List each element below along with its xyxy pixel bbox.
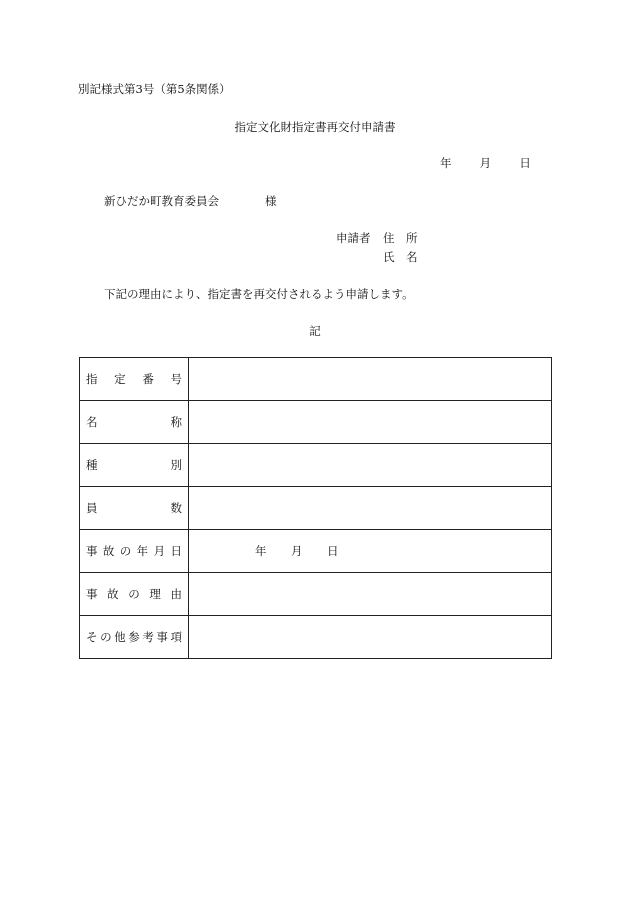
label-char: 番 — [142, 372, 154, 386]
applicant-address-label: 住 所 — [383, 231, 418, 245]
body-text: 下記の理由により、指定書を再交付されるよう申請します。 — [104, 287, 414, 301]
addressee-honorific: 様 — [265, 194, 277, 208]
table-row-other-notes — [80, 616, 552, 659]
form-table — [79, 357, 552, 659]
row-value-accident-date[interactable] — [189, 530, 552, 573]
document-title: 指定文化財指定書再交付申請書 — [234, 120, 396, 134]
date-month: 月 — [479, 156, 492, 170]
row-value-designation-number[interactable] — [189, 358, 552, 401]
form-number: 別記様式第3号（第5条関係） — [78, 82, 231, 96]
row-value-name[interactable] — [189, 401, 552, 444]
label-char: 他 — [114, 630, 126, 644]
label-char: 指 — [86, 372, 98, 386]
label-char: 事 — [86, 587, 98, 601]
accident-date-year: 年 — [255, 544, 267, 558]
table-row-quantity — [80, 487, 552, 530]
label-char: の — [128, 587, 140, 601]
label-char: 項 — [170, 630, 182, 644]
table-row-accident-reason — [80, 573, 552, 616]
date-line — [440, 156, 531, 170]
label-char: そ — [86, 630, 98, 644]
ki-heading: 記 — [309, 324, 321, 338]
label-char: 定 — [114, 372, 126, 386]
accident-date-day: 日 — [327, 544, 339, 558]
label-char: 日 — [170, 544, 182, 558]
row-value-other-notes[interactable] — [189, 616, 552, 659]
label-char: 号 — [170, 372, 182, 386]
label-char: 故 — [107, 587, 119, 601]
row-label-name — [80, 401, 189, 444]
table-row-designation-number — [80, 358, 552, 401]
row-label-accident-date — [80, 530, 189, 573]
label-char: 数 — [170, 501, 182, 515]
accident-date-month: 月 — [291, 544, 303, 558]
label-char: 種 — [86, 458, 98, 472]
row-value-quantity[interactable] — [189, 487, 552, 530]
addressee — [104, 194, 277, 208]
row-value-accident-reason[interactable] — [189, 573, 552, 616]
row-label-other-notes — [80, 616, 189, 659]
table-row-type — [80, 444, 552, 487]
label-char: 事 — [156, 630, 168, 644]
date-day: 日 — [519, 156, 531, 170]
date-year: 年 — [440, 156, 452, 170]
label-char: 月 — [153, 544, 166, 558]
label-char: 称 — [170, 415, 182, 429]
label-char: 理 — [149, 587, 161, 601]
label-char: 別 — [170, 458, 182, 472]
applicant-name-label: 氏 名 — [383, 250, 418, 264]
label-char: 参 — [128, 630, 140, 644]
label-char: 考 — [142, 630, 154, 644]
label-char: 故 — [102, 544, 115, 558]
addressee-name: 新ひだか町教育委員会 — [104, 194, 219, 208]
row-value-type[interactable] — [189, 444, 552, 487]
row-label-quantity — [80, 487, 189, 530]
label-char: 名 — [86, 415, 98, 429]
table-row-accident-date — [80, 530, 552, 573]
label-char: の — [119, 544, 132, 558]
row-label-accident-reason — [80, 573, 189, 616]
applicant-label: 申請者 — [336, 231, 371, 245]
label-char: 由 — [170, 587, 182, 601]
label-char: 事 — [86, 544, 98, 558]
label-char: の — [100, 630, 112, 644]
label-char: 員 — [86, 501, 98, 515]
table-row-name — [80, 401, 552, 444]
label-char: 年 — [136, 544, 149, 558]
row-label-type — [80, 444, 189, 487]
row-label-designation-number — [80, 358, 189, 401]
